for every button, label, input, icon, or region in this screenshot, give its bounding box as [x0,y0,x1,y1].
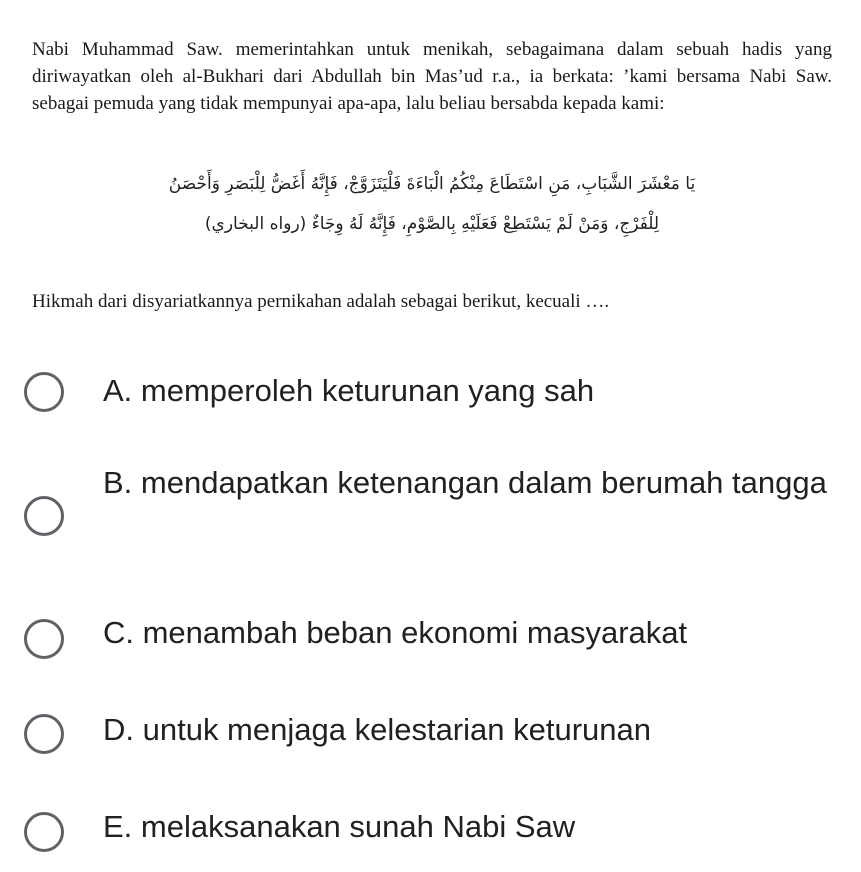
option-b[interactable] [0,455,861,575]
radio-button-a[interactable] [24,372,64,412]
hadith-arabic-line-2: لِلْفَرْجِ، وَمَنْ لَمْ يَسْتَطِعْ فَعَلَيْهِ بِالصَّوْمِ، فَإِنَّهُ لَهُ وِجَاءٌ (رواه البخاري) [204,214,660,234]
option-a[interactable] [0,358,861,418]
radio-button-d[interactable] [24,714,64,754]
question-text [32,36,832,117]
hadith-arabic [32,164,832,244]
option-d-label: D. untuk menjaga kelestarian keturunan [103,712,651,747]
option-e[interactable] [0,798,861,858]
option-d[interactable] [0,702,861,762]
radio-button-b[interactable] [24,496,64,536]
question-paragraph: Nabi Muhammad Saw. memerintahkan untuk menikah, sebagaimana dalam sebuah hadis yang diriwayatkan oleh al-Bukhari dari Abdullah bin Mas’ud r.a., ia berkata: ’kami bersama Nabi Saw. sebagai pemuda yang tidak mempunyai apa-apa, lalu beliau bersabda kepada kami: [32,39,832,114]
option-e-label: E. melaksanakan sunah Nabi Saw [103,809,576,844]
radio-button-e[interactable] [24,812,64,852]
option-b-label: B. mendapatkan ketenangan dalam berumah tangga [103,465,827,500]
option-a-label: A. memperoleh keturunan yang sah [103,373,595,408]
question-prompt: Hikmah dari disyariatkannya pernikahan adalah sebagai berikut, kecuali …. [32,291,610,312]
hadith-arabic-line-1: يَا مَعْشَرَ الشَّبَابِ، مَنِ اسْتَطَاعَ مِنْكُمُ الْبَاءَةَ فَلْيَتَزَوَّجْ، فَإِنَّهُ أَغَضُّ لِلْبَصَرِ وَأَحْصَنُ [168,174,696,194]
radio-button-c[interactable] [24,619,64,659]
option-c[interactable] [0,603,861,663]
option-c-label: C. menambah beban ekonomi masyarakat [103,615,688,650]
